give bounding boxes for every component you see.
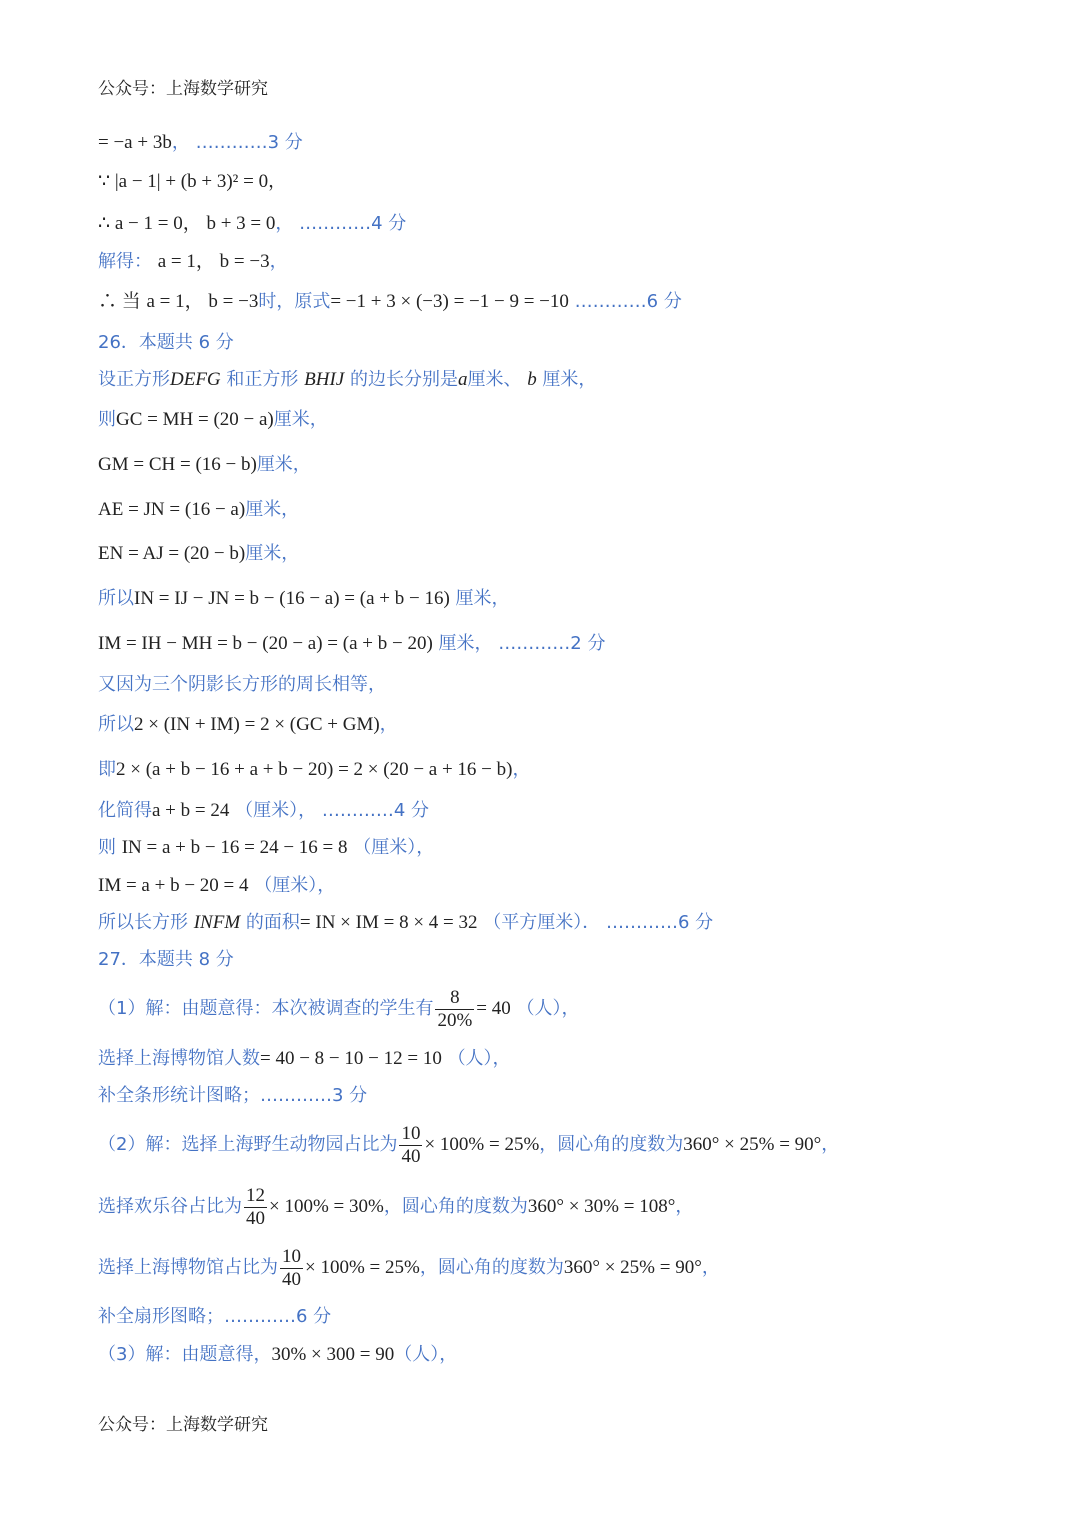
math-expression: a + b = 24	[152, 800, 230, 821]
line-5: ∴ 当 a = 1， b = −3时，原式= −1 + 3 × (−3) = −1 − 9 = −10 …………6 分	[98, 291, 682, 312]
page-footer: 公众号：上海数学研究	[98, 1415, 268, 1435]
fraction: $\frac{12}{40}$	[246, 1184, 265, 1229]
line-7: 则GC = MH = (20 − a)厘米，	[98, 409, 328, 430]
line-18: IM = a + b − 20 = 4 （厘米），	[98, 875, 336, 896]
line-6: 设正方形DEFG 和正方形 BHIJ 的边长分别是a厘米、 b 厘米，	[98, 369, 597, 390]
line-26: 补全扇形图略；…………6 分	[98, 1306, 332, 1327]
math-expression: IN = a + b − 16 = 24 − 16 = 8	[121, 837, 348, 858]
math-expression: 30% × 300 = 90	[271, 1344, 395, 1365]
score-marker: …………4 分	[299, 213, 407, 234]
math-expression: EN = AJ = (20 − b)	[98, 543, 246, 564]
page-header: 公众号：上海数学研究	[98, 79, 268, 99]
line-15: 即2 × (a + b − 16 + a + b − 20) = 2 × (20 − a + 16 − b)，	[98, 759, 531, 780]
math-expression: = −a + 3b	[98, 132, 172, 153]
line-12: IM = IH − MH = b − (20 − a) = (a + b − 20) 厘米， …………2 分	[98, 633, 606, 654]
math-expression: GM = CH = (16 − b)	[98, 454, 257, 475]
score-marker: …………6 分	[224, 1306, 332, 1327]
score-marker: …………2 分	[498, 633, 606, 654]
line-25: 选择上海博物馆占比为 $\frac{10}{40}$ × 100% = 25%，圆心角的度数为360° × 25% = 90°，	[98, 1245, 720, 1290]
line-16: 化简得a + b = 24 （厘米）， …………4 分	[98, 800, 430, 821]
math-expression: a = 1， b = −3	[157, 251, 270, 272]
math-expression: a = 1， b = −3	[146, 291, 259, 312]
line-11: 所以IN = IJ − JN = b − (16 − a) = (a + b − 16) 厘米，	[98, 588, 510, 609]
math-expression: 2 × (IN + IM) = 2 × (GC + GM)	[134, 714, 380, 735]
fraction: $\frac{8}{20\%}$	[437, 986, 473, 1031]
math-expression: = 40 − 8 − 10 − 12 = 10	[260, 1048, 442, 1069]
math-expression: AE = JN = (16 − a)	[98, 499, 246, 520]
score-marker: …………3 分	[195, 132, 303, 153]
score-marker: …………3 分	[260, 1085, 368, 1106]
line-17: 则 IN = a + b − 16 = 24 − 16 = 8 （厘米），	[98, 837, 435, 858]
line-14: 所以2 × (IN + IM) = 2 × (GC + GM)，	[98, 714, 398, 735]
math-expression: IM = IH − MH = b − (20 − a) = (a + b − 20)	[98, 633, 433, 654]
math-expression: = −1 + 3 × (−3) = −1 − 9 = −10	[330, 291, 569, 312]
line-21: 选择上海博物馆人数= 40 − 8 − 10 − 12 = 10 （人），	[98, 1048, 511, 1069]
question-26-heading: 26．本题共 6 分	[98, 332, 234, 353]
line-9: AE = JN = (16 − a)厘米，	[98, 499, 300, 520]
line-24: 选择欢乐谷占比为 $\frac{12}{40}$ × 100% = 30%，圆心角的度数为360° × 30% = 108°，	[98, 1184, 694, 1229]
question-27-heading: 27．本题共 8 分	[98, 949, 234, 970]
line-10: EN = AJ = (20 − b)厘米，	[98, 543, 300, 564]
line-13: 又因为三个阴影长方形的周长相等，	[98, 674, 386, 695]
line-27: （3）解：由题意得，30% × 300 = 90（人），	[98, 1344, 458, 1365]
score-marker: …………6 分	[574, 291, 682, 312]
score-marker: …………4 分	[321, 800, 430, 821]
math-expression: = IN × IM = 8 × 4 = 32	[299, 912, 478, 933]
line-20: （1）解：由题意得：本次被调查的学生有 $\frac{8}{20\%}$ = 40 （人），	[98, 986, 580, 1031]
line-2: ∵ |a − 1| + (b + 3)² = 0，	[98, 171, 287, 192]
score-marker: …………6 分	[605, 912, 714, 933]
math-expression: ∴ a − 1 = 0， b + 3 = 0	[98, 213, 276, 234]
line-3: ∴ a − 1 = 0， b + 3 = 0， …………4 分	[98, 213, 407, 234]
math-expression: IM = a + b − 20 = 4	[98, 875, 249, 896]
math-expression: GC = MH = (20 − a)	[116, 409, 274, 430]
fraction: $\frac{10}{40}$	[282, 1245, 301, 1290]
math-expression: ∵ |a − 1| + (b + 3)² = 0	[98, 171, 269, 192]
line-4: 解得： a = 1， b = −3，	[98, 251, 288, 272]
line-19: 所以长方形 INFM 的面积= IN × IM = 8 × 4 = 32 （平方厘米）． …………6 分	[98, 912, 714, 933]
math-expression: 2 × (a + b − 16 + a + b − 20) = 2 × (20 − a + 16 − b)	[116, 759, 513, 780]
line-22: 补全条形统计图略；…………3 分	[98, 1085, 368, 1106]
math-expression: IN = IJ − JN = b − (16 − a) = (a + b − 16)	[134, 588, 450, 609]
fraction: $\frac{10}{40}$	[401, 1122, 421, 1167]
line-1: = −a + 3b， …………3 分	[98, 132, 303, 153]
line-8: GM = CH = (16 − b)厘米，	[98, 454, 311, 475]
line-23: （2）解：选择上海野生动物园占比为 $\frac{10}{40}$ × 100% = 25%，圆心角的度数为360° × 25% = 90°，	[98, 1122, 840, 1167]
